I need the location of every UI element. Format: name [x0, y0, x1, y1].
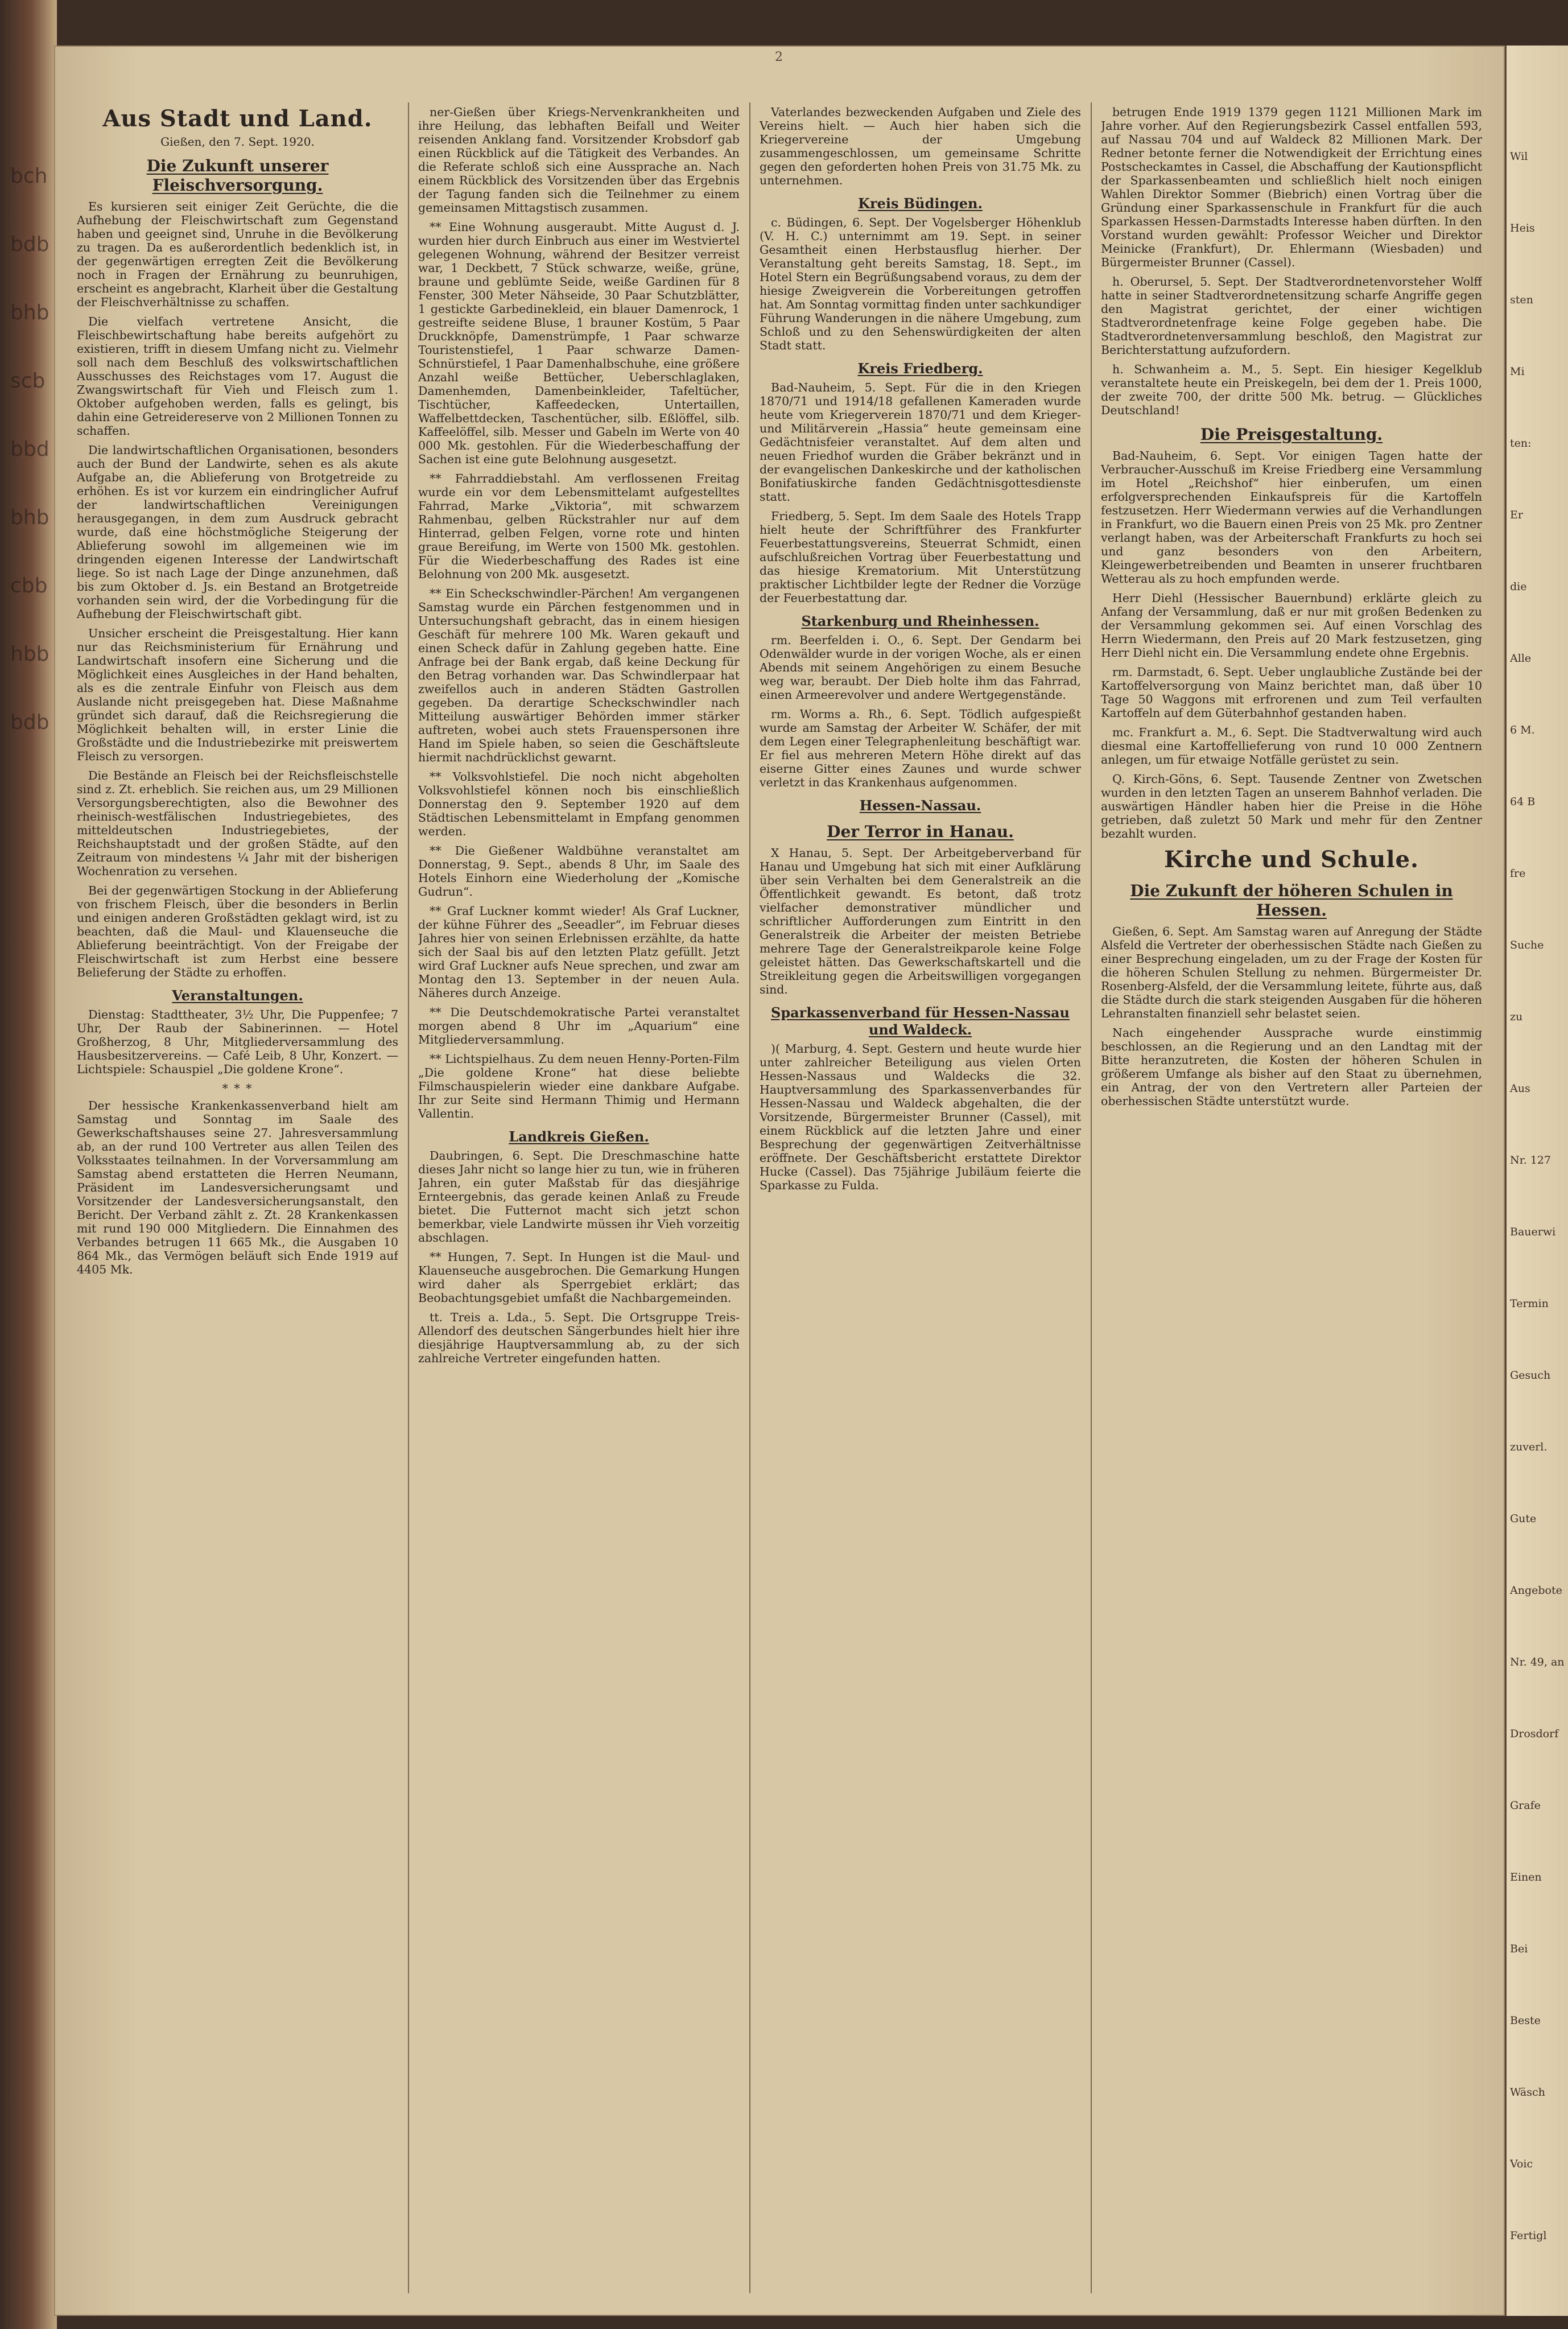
article-paragraph: c. Büdingen, 6. Sept. Der Vogelsberger Höhenklub (V. H. C.) unternimmt am 19. Sept. in seiner Gesamtheit einen Herbstausflug hierher. Der Veranstaltung geht bereits Samstag, 18. Sept., im Hotel Stern ein Begrüßungsabend voraus, zu dem der hiesige Zweigverein die Vorbereitungen getroffen hat. Am Sonntag vormittag finden unter sachkundiger Führung Wanderungen in die nähere Umgebung, zum Schloß und zu den Sehenswürdigkeiten der alten Stadt statt. [760, 216, 1081, 352]
article-paragraph: Die landwirtschaftlichen Organisationen, besonders auch der Bund der Landwirte, sehen es als akute Aufgabe an, die Ablieferung von Brotgetreide zu erhöhen. Es ist vor kurzem ein eindringlicher Aufruf der landwirtschaftlichen Vereinigungen herausgegangen, in dem zum Ausdruck gebracht wurde, daß eine höchstmögliche Steigerung der Ablieferung sowohl im allgemeinen wie im dringenden eigenen Interesse der Landwirtschaft liege. So ist nach Lage der Dinge anzunehmen, daß bis zum Oktober d. Js. ein Bestand an Brotgetreide vorhanden sein wird, der die Vorbedingung für die Aufhebung der Fleischwirtschaft gibt. [77, 443, 398, 621]
adjacent-page-fragment: Einen [1510, 1871, 1542, 1883]
article-paragraph: ** Die Gießener Waldbühne veranstaltet am Donnerstag, 9. Sept., abends 8 Uhr, im Saale des Hotels Einhorn eine Wiederholung der „Komische Gudrun“. [418, 844, 740, 898]
article-paragraph: ** Fahrraddiebstahl. Am verflossenen Freitag wurde ein vor dem Lebensmittelamt aufgestelltes Fahrrad, Marke „Viktoria“, mit schwarzem Rahmenbau, gelben Rückstrahler nur auf dem Hinterrad, gelben Felgen, vorne rote und hinten graue Bereifung, im Werte von 1500 Mk. gestohlen. Für die Wiederbeschaffung des Rades ist eine Belohnung von 200 Mk. ausgesetzt. [418, 472, 740, 581]
article-paragraph: ** Lichtspielhaus. Zu dem neuen Henny-Porten-Film „Die goldene Krone“ hat diese beliebte Filmschauspielerin wieder eine dankbare Aufgabe. Ihr zur Seite sind Hermann Thimig und Hermann Vallentin. [418, 1052, 740, 1120]
column-3 [760, 105, 1081, 2290]
article-paragraph: tt. Treis a. Lda., 5. Sept. Die Ortsgruppe Treis-Allendorf des deutschen Sängerbundes hielt hier ihre diesjährige Hauptversammlung ab, zu der sich zahlreiche Vertreter eingefunden hatten. [418, 1310, 740, 1365]
column-1 [77, 105, 398, 2290]
separator: * * * [222, 1082, 253, 1095]
article-paragraph: Unsicher erscheint die Preisgestaltung. Hier kann nur das Reichsministerium für Ernährung und Landwirtschaft insofern eine Sicherung und die Möglichkeit eines Ausgleiches in der Hand behalten, als es die zentrale Einfuhr von Fleisch aus dem Auslande nicht preisgegeben hat. Diese Maßnahme gründet sich darauf, daß die Reichsregierung die Möglichkeit behalten will, in erster Linie die Großstädte und die Industriebezirke mit preiswertem Fleisch zu versorgen. [77, 626, 398, 763]
adjacent-page-fragment: zuverl. [1510, 1441, 1548, 1453]
adjacent-page-fragment: sten [1510, 294, 1533, 306]
article-paragraph: betrugen Ende 1919 1379 gegen 1121 Millionen Mark im Jahre vorher. Auf den Regierungsbezirk Cassel entfallen 593, auf Nassau 704 und auf Waldeck 82 Millionen Mark. Der Redner betonte ferner die Notwendigkeit der Errichtung eines Postscheckamtes in Cassel, die Abschaffung der Kautionspflicht der Sparkassenbeamten und schließlich hielt noch einigen Wahlen Direktor Sommer (Biebrich) einen Vortrag über die Gründung einer Sparkassenschule in Frankfurt für die auch Sparkassen Hessen-Darmstadts Interesse haben dürften. In den Vorstand wurden gewählt: Professor Weicher und Direktor Meinicke (Frankfurt), Dr. Ehlermann (Wiesbaden) und Bürgermeister Brunner (Cassel). [1101, 105, 1482, 269]
article-paragraph: Die vielfach vertretene Ansicht, die Fleischbewirtschaftung habe bereits aufgehört zu existieren, trifft in diesem Umfang nicht zu. Vielmehr soll nach dem Beschluß des volkswirtschaftlichen Ausschusses des Reichstages vom 17. August die Zwangswirtschaft für Vieh und Fleisch zum 1. Oktober aufgehoben werden, falls es gelingt, bis dahin eine Getreidereserve von 2 Millionen Tonnen zu schaffen. [77, 315, 398, 438]
adjacent-page-fragment: zu [1510, 1011, 1523, 1023]
adjacent-page-fragment: 6 M. [1510, 724, 1535, 736]
article-paragraph: Nach eingehender Aussprache wurde einstimmig beschlossen, an die Regierung und an den Landtag mit der Bitte heranzutreten, die Kosten der höheren Schulen in größerem Umfange als bisher auf den Staat zu übernehmen, ein Antrag, der von den Vertretern aller Parteien der oberhessischen Städte unterstützt wurde. [1101, 1026, 1482, 1108]
article-paragraph: ** Volksvohlstiefel. Die noch nicht abgeholten Volksvohlstiefel können noch bis einschließlich Donnerstag den 9. September 1920 auf dem Städtischen Lebensmittelamt in Empfang genommen werden. [418, 770, 740, 838]
adjacent-page-strip [1505, 46, 1568, 2316]
adjacent-page-fragment: Nr. 127 [1510, 1154, 1551, 1166]
article-paragraph: ** Hungen, 7. Sept. In Hungen ist die Maul- und Klauenseuche ausgebrochen. Die Gemarkung Hungen wird daher als Sperrgebiet erklärt; das Beobachtungsgebiet umfaßt die Nachbargemeinden. [418, 1250, 740, 1305]
article-paragraph: Der hessische Krankenkassenverband hielt am Samstag und Sonntag im Saale des Gewerkschaftshauses seine 27. Jahresversammlung ab, an der rund 100 Vertreter aus allen Teilen des Volksstaates teilnahmen. In der Vorversammlung am Samstag abend erstatteten die Herren Neumann, Präsident im Landesversicherungsamt und Vorsitzender der Landesversicherungsanstalt, den Bericht. Der Verband zählt z. Zt. 28 Krankenkassen mit rund 190 000 Mitgliedern. Die Einnahmen des Verbandes betrugen 11 665 Mk., die Ausgaben 10 864 Mk., das Vermögen beläuft sich Ende 1919 auf 4405 Mk. [77, 1099, 398, 1276]
adjacent-page-fragment: Heis [1510, 222, 1535, 234]
adjacent-page-fragment: Mi [1510, 365, 1525, 378]
section-subhead: Kreis Friedberg. [857, 360, 983, 377]
adjacent-page-fragment: Grafe [1510, 1799, 1541, 1812]
article-headline: Der Terror in Hanau. [827, 822, 1014, 841]
adjacent-page-fragment: Drosdorf [1510, 1728, 1559, 1740]
article-paragraph: rm. Darmstadt, 6. Sept. Ueber unglaubliche Zustände bei der Kartoffelversorgung von Mainz berichtet man, daß über 10 Tage 50 Waggons mit erfrorenen und zum Teil verfaulten Kartoffeln auf dem Güterbahnhof gestanden haben. [1101, 665, 1482, 720]
section-title: Kirche und Schule. [1164, 846, 1419, 873]
article-paragraph: ** Ein Scheckschwindler-Pärchen! Am vergangenen Samstag wurde ein Pärchen festgenommen und in Untersuchungshaft gebracht, das in einem hiesigen Geschäft für mehrere 100 Mk. Waren gekauft und einen Scheck dafür in Zahlung gegeben hatte. Eine Anfrage bei der Bank ergab, daß keine Deckung für den Betrag vorhanden war. Das Schwindlerpaar hat zweifellos auch in anderen Städten Gastrollen gegeben. Da derartige Scheckschwindler nach Mitteilung auswärtiger Behörden immer stärker auftreten, wobei auch stets Frauenspersonen ihre Hand im Spiele haben, so seien die Geschäftsleute hiermit nachdrücklichst gewarnt. [418, 587, 740, 764]
section-subhead: Sparkassenverband für Hessen-Nassau und Waldeck. [771, 1004, 1070, 1038]
article-paragraph: Vaterlandes bezweckenden Aufgaben und Ziele des Vereins hielt. — Auch hier haben sich die Kriegervereine der Umgebung zusammengeschlossen, um gemeinsame Schritte gegen den geforderten hohen Preis von 31.75 Mk. zu unternehmen. [760, 105, 1081, 187]
adjacent-page-fragment: Termin [1510, 1297, 1549, 1310]
article-paragraph: h. Oberursel, 5. Sept. Der Stadtverordnetenvorsteher Wolff hatte in seiner Stadtverordnetensitzung scharfe Angriffe gegen den Magistrat gerichtet, der einer wichtigen Stadtverordnetenfrage keine Folge gegeben habe. Die Stadtverordnetenversammlung beschloß, den Magistrat zur Berichterstattung aufzufordern. [1101, 275, 1482, 357]
section-subhead: Starkenburg und Rheinhessen. [801, 613, 1039, 629]
column-4 [1101, 105, 1482, 2290]
adjacent-page-fragment: 64 B [1510, 795, 1536, 808]
adjacent-page-fragment: Bei [1510, 1943, 1528, 1955]
article-paragraph: ** Eine Wohnung ausgeraubt. Mitte August d. J. wurden hier durch Einbruch aus einer im Westviertel gelegenen Wohnung, während der Besitzer verreist war, 1 Deckbett, 7 Stück schwarze, weiße, grüne, braune und geblümte Seide, weiße Gardinen für 8 Fenster, 300 Meter Nähseide, 30 Paar Schutzblätter, 1 gestickte Garbedinekleid, ein blauer Damenrock, 1 gestreifte seidene Bluse, 1 brauner Kostüm, 5 Paar Druckknöpfe, Damenstrümpfe, 1 Paar schwarze Touristenstiefel, 1 Paar schwarze Damen-Schnürstiefel, 1 Paar Damenhalbschuhe, eine größere Anzahl weiße Bettücher, Ueberschlaglaken, Damenhemden, Damenbeinkleider, Tafeltücher, Tischtücher, Kaffeedecken, Untertaillen, Waffelbettdecken, Taschentücher, silb. Eßlöffel, silb. Kaffeelöffel, silb. Messer und Gabeln im Werte von 40 000 Mk. gestohlen. Für die Wiederbeschaffung der Sachen ist eine gute Belohnung ausgesetzt. [418, 220, 740, 466]
adjacent-page-fragment: Gesuch [1510, 1369, 1551, 1382]
adjacent-page-fragment: Wil [1510, 150, 1528, 163]
adjacent-page-fragment: Voic [1510, 2158, 1533, 2170]
adjacent-page-fragment: Er [1510, 509, 1523, 521]
column-rule [408, 102, 409, 2293]
section-subhead: Landkreis Gießen. [509, 1128, 649, 1145]
article-paragraph: Bei der gegenwärtigen Stockung in der Ablieferung von frischem Fleisch, über die besonders in Berlin und einigen anderen Großstädten geklagt wird, ist zu beachten, daß die Maul- und Klauenseuche die Ablieferung beeinträchtigt. Von der Freigabe der Fleischwirtschaft ist zum Herbst eine bessere Belieferung der Städte zu erhoffen. [77, 884, 398, 979]
adjacent-page-fragment: Nr. 49, an [1510, 1656, 1565, 1668]
article-paragraph: ** Die Deutschdemokratische Partei veranstaltet morgen abend 8 Uhr im „Aquarium“ eine Mitgliederversammlung. [418, 1005, 740, 1046]
article-paragraph: ** Graf Luckner kommt wieder! Als Graf Luckner, der kühne Führer des „Seeadler“, im Februar dieses Jahres hier von seinen Erlebnissen erzählte, da hatte sich der Saal bis auf den letzten Platz gefüllt. Jetzt wird Graf Luckner aufs Neue sprechen, und zwar am Montag den 13. September in der neuen Aula. Näheres durch Anzeige. [418, 904, 740, 1000]
section-subhead: Veranstaltungen. [172, 987, 303, 1004]
adjacent-page-fragment: fre [1510, 867, 1526, 880]
section-subhead: Kreis Büdingen. [858, 195, 983, 212]
adjacent-page-fragment: die [1510, 580, 1527, 593]
article-paragraph: ner-Gießen über Kriegs-Nervenkrankheiten und ihre Heilung, das lebhaften Beifall und Weiter reisenden Anklang fand. Vorsitzender Krobsdorf gab einen Rückblick auf die Tätigkeit des Verbandes. An die Referate schloß sich eine Aussprache an. Nach einem Rückblick des Vorsitzenden über das Ergebnis der Tagung fanden sich die Teilnehmer zu einem gemeinsamen Mittagstisch zusammen. [418, 105, 740, 215]
article-paragraph: Gießen, 6. Sept. Am Samstag waren auf Anregung der Städte Alsfeld die Vertreter der oberhessischen Städte nach Gießen zu einer Besprechung eingeladen, um zu der Frage der Kosten für die höheren Schulen Stellung zu nehmen. Bürgermeister Dr. Rosenberg-Alsfeld, der die Versammlung leitete, führte aus, daß die Städte durch die stark steigenden Ausgaben für die höheren Lehranstalten finanziell sehr belastet seien. [1101, 925, 1482, 1020]
article-headline: Die Zukunft der höheren Schulen in Hessen. [1130, 881, 1453, 920]
section-subhead: Hessen-Nassau. [859, 797, 981, 814]
page-number: 2 [775, 50, 784, 64]
adjacent-page-fragment: Wäsch [1510, 2086, 1545, 2099]
adjacent-page-fragment: Alle [1510, 652, 1532, 665]
article-paragraph: rm. Worms a. Rh., 6. Sept. Tödlich aufgespießt wurde am Samstag der Arbeiter W. Schäfer, der mit dem Legen einer Telegraphenleitung beschäftigt war. Er fiel aus mehreren Metern Höhe direkt auf das eiserne Gitter eines Zaunes und wurde schwer verletzt in das Krankenhaus aufgenommen. [760, 707, 1081, 789]
column-2 [418, 105, 740, 2290]
article-headline: Die Preisgestaltung. [1200, 425, 1383, 444]
adjacent-page-fragment: Aus [1510, 1082, 1530, 1095]
newspaper-page [54, 46, 1505, 2316]
article-paragraph: Die Bestände an Fleisch bei der Reichsfleischstelle sind z. Zt. erheblich. Sie reichen aus, um 29 Millionen Versorgungsberechtigten, also die Bewohner des rheinisch-westfälischen Industriegebietes, des mitteldeutschen Industriegebietes, der Reichshauptstadt und der großen Städte, auf den Zeitraum von mindestens ¼ Jahr mit der bisherigen Wochenration zu versehen. [77, 769, 398, 878]
adjacent-page-fragment: Gute [1510, 1512, 1537, 1525]
article-paragraph: rm. Beerfelden i. O., 6. Sept. Der Gendarm bei Odenwälder wurde in der vorigen Woche, als er einen Abends mit seinem Angehörigen zu einem Besuche weg war, beraubt. Der Dieb holte ihm das Fahrrad, einen Armeerevolver und andere Wertgegenstände. [760, 633, 1081, 702]
article-paragraph: X Hanau, 5. Sept. Der Arbeitgeberverband für Hanau und Umgebung hat sich mit einer Aufklärung über sein Verhalten bei dem Generalstreik an die Öffentlichkeit gewandt. Es betont, daß trotz vielfacher demonstrativer mündlicher und schriftlicher Aufforderungen zum Eintritt in den Generalstreik die Arbeiter der meisten Betriebe mehrere Tage der Generalstreikparole keine Folge geleistet hätten. Das Gewerkschaftskartell und die Streikleitung gegen die Arbeitswilligen vorgegangen sind. [760, 846, 1081, 996]
adjacent-page-fragment: Bauerwi [1510, 1226, 1556, 1238]
article-paragraph: Bad-Nauheim, 5. Sept. Für die in den Kriegen 1870/71 und 1914/18 gefallenen Kameraden wurde heute vom Kriegerverein 1870/71 und dem Krieger- und Militärverein „Hassia“ heute gemeinsam eine Gedächtnisfeier veranstaltet. Auf dem alten und neuen Friedhof wurden die Gräber bekränzt und in der evangelischen Dankeskirche und der katholischen Bonifatiuskirche fanden Gedächtnisgottesdienste statt. [760, 381, 1081, 504]
binding-spine-text: bchbdbbhbscbbbdbhbcbbhbbbdb [10, 164, 49, 734]
article-paragraph: Q. Kirch-Göns, 6. Sept. Tausende Zentner von Zwetschen wurden in den letzten Tagen an unserem Bahnhof verladen. Die auswärtigen Händler haben hier die Preise in die Höhe getrieben, daß zuletzt 50 Mark und mehr für den Zentner bezahlt wurden. [1101, 772, 1482, 840]
article-headline: Die Zukunft unserer Fleischversorgung. [146, 156, 329, 195]
article-paragraph: h. Schwanheim a. M., 5. Sept. Ein hiesiger Kegelklub veranstaltete heute ein Preiskegeln, bei dem der 1. Preis 1000, der zweite 700, der dritte 500 Mk. betrug. — Glückliches Deutschland! [1101, 362, 1482, 417]
dateline: Gießen, den 7. Sept. 1920. [160, 135, 315, 149]
adjacent-page-fragment: Beste [1510, 2014, 1541, 2027]
adjacent-page-fragment: ten: [1510, 437, 1532, 450]
book-binding [0, 0, 57, 2329]
column-rule [749, 102, 750, 2293]
article-paragraph: Dienstag: Stadttheater, 3½ Uhr, Die Puppenfee; 7 Uhr, Der Raub der Sabinerinnen. — Hotel Großherzog, 8 Uhr, Mitgliederversammlung des Hausbesitzervereins. — Café Leib, 8 Uhr, Konzert. — Lichtspiele: Schauspiel „Die goldene Krone“. [77, 1008, 398, 1076]
section-title: Aus Stadt und Land. [102, 105, 373, 132]
adjacent-page-fragment: Angebote [1510, 1584, 1562, 1597]
article-paragraph: mc. Frankfurt a. M., 6. Sept. Die Stadtverwaltung wird auch diesmal eine Kartoffellieferung von rund 10 000 Zentnern anlegen, um für etwaige Notfälle gerüstet zu sein. [1101, 726, 1482, 766]
article-paragraph: Friedberg, 5. Sept. Im dem Saale des Hotels Trapp hielt heute der Schriftführer des Frankfurter Feuerbestattungsvereins, Steuerrat Schmidt, einen aufschlußreichen Vortrag über Feuerbestattung und das hiesige Krematorium. Mit Unterstützung praktischer Lichtbilder legte der Redner die Vorzüge der Feuerbestattung dar. [760, 509, 1081, 605]
article-paragraph: Herr Diehl (Hessischer Bauernbund) erklärte gleich zu Anfang der Versammlung, daß er nur mit großen Bedenken zu der Versammlung gekommen sei. Auf einen Vorschlag des Herrn Wiedermann, den Preis auf 20 Mark festzusetzen, ging Herr Diehl nicht ein. Die Versammlung endete ohne Ergebnis. [1101, 591, 1482, 659]
adjacent-page-fragment: Fertigl [1510, 2229, 1547, 2242]
article-paragraph: Bad-Nauheim, 6. Sept. Vor einigen Tagen hatte der Verbraucher-Ausschuß im Kreise Friedberg eine Versammlung im Hotel „Reichshof“ hier einberufen, um einen erfolgversprechenden Einkaufspreis für die Kartoffeln festzusetzen. Herr Wiedermann verwies auf die Verhandlungen in Frankfurt, wo die Bauern einen Preis von 25 Mk. pro Zentner verlangt haben, was der Arbeiterschaft Frankfurts zu hoch sei und ganz besonders von den Arbeitern, Kleingewerbetreibenden und Beamten in unserer fruchtbaren Wetterau als zu hoch empfunden werde. [1101, 449, 1482, 586]
adjacent-page-fragment: Suche [1510, 939, 1544, 951]
article-paragraph: Es kursieren seit einiger Zeit Gerüchte, die die Aufhebung der Fleischwirtschaft zum Gegenstand haben und geeignet sind, Unruhe in die Bevölkerung zu tragen. Da es außerordentlich bedenklich ist, in der gegenwärtigen erregten Zeit die Bevölkerung noch in Fragen der Ernährung zu beunruhigen, erscheint es angebracht, Klarheit über die Gestaltung der Fleischverhältnisse zu schaffen. [77, 200, 398, 309]
article-paragraph: Daubringen, 6. Sept. Die Dreschmaschine hatte dieses Jahr nicht so lange hier zu tun, wie in früheren Jahren, ein guter Maßstab für das diesjährige Ernteergebnis, das gerade keinen Anlaß zu Freude bietet. Die Futternot macht sich jetzt schon bemerkbar, viele Landwirte müssen ihr Vieh vorzeitig abschlagen. [418, 1149, 740, 1244]
article-paragraph: )( Marburg, 4. Sept. Gestern und heute wurde hier unter zahlreicher Beteiligung aus vielen Orten Hessen-Nassaus und Waldecks die 32. Hauptversammlung des Sparkassenverbandes für Hessen-Nassau und Waldeck abgehalten, die der Vorsitzende, Bürgermeister Brunner (Cassel), mit einem Rückblick auf die letzten Jahre und einer Besprechung der gegenwärtigen Zeitverhältnisse eröffnete. Der Geschäftsbericht erstattete Direktor Hucke (Cassel). Das 75jährige Jubiläum feierte die Sparkasse zu Fulda. [760, 1042, 1081, 1192]
column-rule [1091, 102, 1092, 2293]
